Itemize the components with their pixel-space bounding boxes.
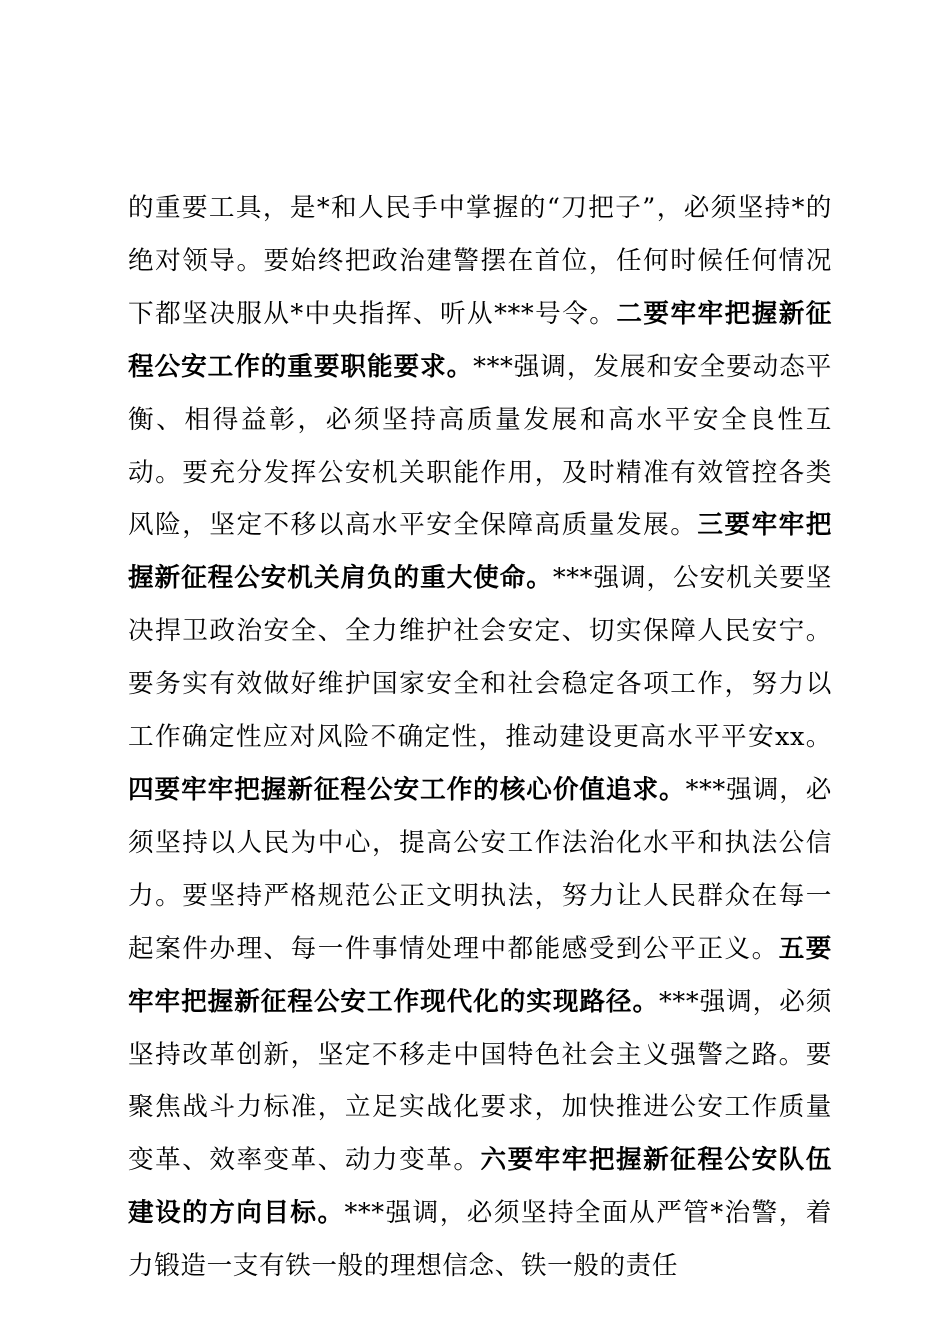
- bold-heading-5: 五要牢牢把握新征程公安工作现代化的实现路径。: [128, 933, 832, 1017]
- text-segment: 的重要工具，是*和人民手中掌握的“刀把子”，必须坚持*的绝对领导。要始终把政治建警摆在首位，任何时候任何情况下都坚决服从*中央指挥、听从***号令。: [128, 193, 832, 329]
- text-segment: ***强调，必须坚持全面从严管*治警，着力锻造一支有铁一般的理想信念、铁一般的责任: [128, 1198, 832, 1282]
- bold-heading-4: 四要牢牢把握新征程公安工作的核心价值追求。: [128, 774, 686, 805]
- text-segment: ***强调，必须坚持以人民为中心，提高公安工作法治化水平和执法公信力。要坚持严格规范公正文明执法，努力让人民群众在每一起案件办理、每一件事情处理中都能感受到公平正义。: [128, 774, 832, 964]
- text-segment: ***强调，公安机关要坚决捍卫政治安全、全力维护社会安定、切实保障人民安宁。要务实有效做好维护国家安全和社会稳定各项工作，努力以工作确定性应对风险不确定性，推动建设更高水平平安xx。: [128, 563, 833, 753]
- body-paragraph: [128, 182, 832, 1293]
- bold-heading-6: 六要牢牢把握新征程公安队伍建设的方向目标。: [128, 1145, 832, 1229]
- text-segment: ***强调，必须坚持改革创新，坚定不移走中国特色社会主义强警之路。要聚焦战斗力标准，立足实战化要求，加快推进公安工作质量变革、效率变革、动力变革。: [128, 986, 832, 1176]
- text-segment: ***强调，发展和安全要动态平衡、相得益彰，必须坚持高质量发展和高水平安全良性互动。要充分发挥公安机关职能作用，及时精准有效管控各类风险，坚定不移以高水平安全保障高质量发展。: [128, 351, 832, 541]
- bold-heading-2: 二要牢牢把握新征程公安工作的重要职能要求。: [128, 298, 832, 382]
- bold-heading-3: 三要牢牢把握新征程公安机关肩负的重大使命。: [128, 510, 832, 594]
